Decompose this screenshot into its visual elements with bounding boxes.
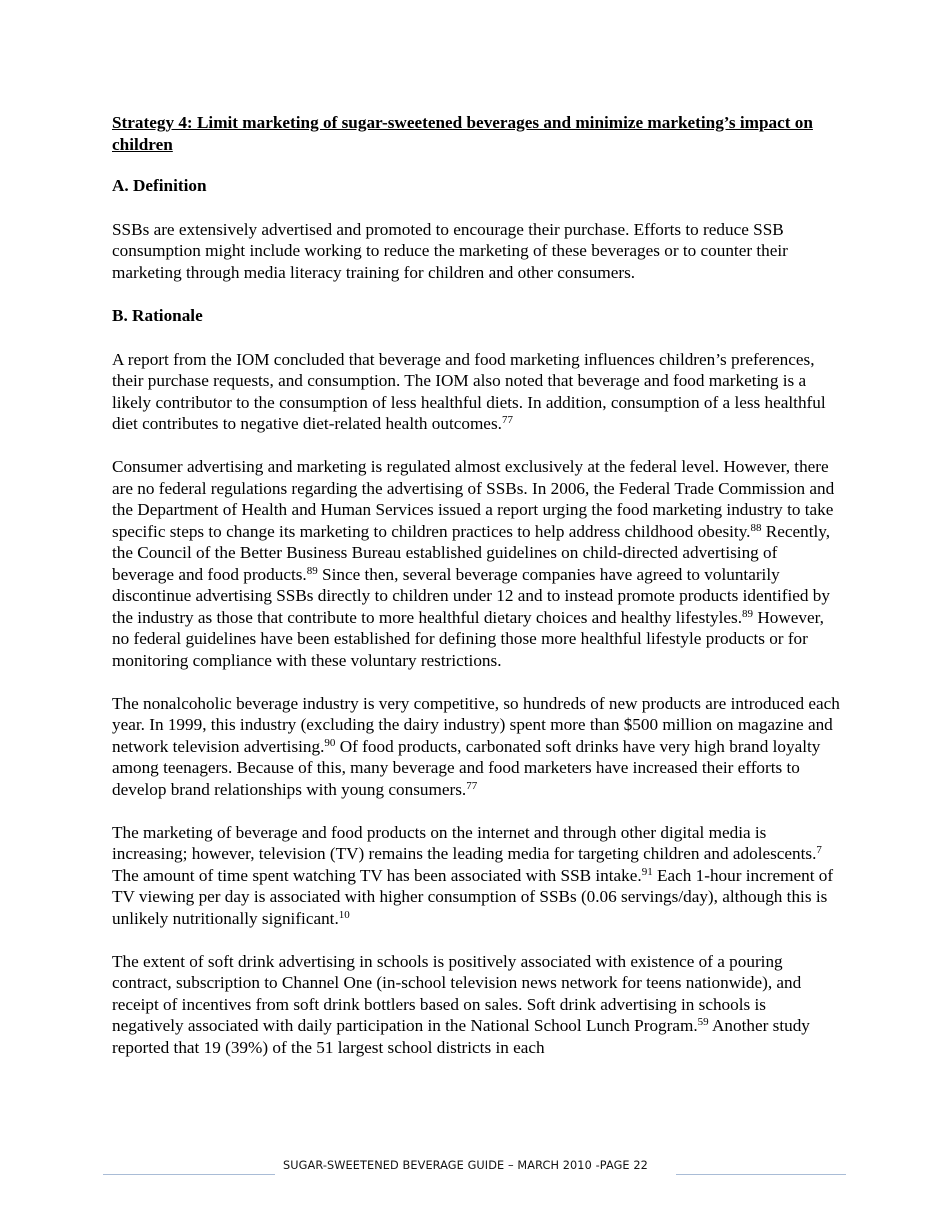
paragraph-text: However, no federal guidelines have been established for defining those more healthful lifestyle products or for monitoring compliance with these voluntary restrictions. — [112, 607, 824, 670]
paragraph-text: The nonalcoholic beverage industry is very competitive, so hundreds of new products are introduced each year. In 1999, this industry (excluding the dairy industry) spent more than $500 million on magazine and network television advertising. — [112, 693, 840, 756]
footnote-ref: 88 — [750, 521, 762, 534]
paragraph-text: Another study reported that 19 (39%) of the 51 largest school districts in each — [112, 1016, 810, 1057]
paragraph-text: The marketing of beverage and food products on the internet and through other digital media is increasing; however, television (TV) remains the leading media for targeting children and adolescents. — [112, 822, 817, 863]
rationale-paragraph-3 — [112, 693, 840, 801]
strategy-title: Strategy 4: Limit marketing of sugar-sweetened beverages and minimize marketing’s impact on children — [112, 113, 813, 154]
footnote-ref: 91 — [641, 865, 653, 878]
page-footer — [0, 1158, 950, 1198]
footnote-ref: 89 — [306, 564, 318, 577]
footnote-ref: 10 — [338, 908, 350, 921]
rationale-paragraph-5 — [112, 951, 840, 1059]
paragraph-text: The amount of time spent watching TV has been associated with SSB intake. — [112, 865, 642, 885]
footnote-ref: 90 — [324, 736, 336, 749]
paragraph-text: Recently, the Council of the Better Business Bureau established guidelines on child-directed advertising of beverage and food products. — [112, 521, 831, 584]
rationale-paragraph-4 — [112, 822, 840, 930]
footer-rule-left — [103, 1174, 275, 1175]
paragraph-text: Of food products, carbonated soft drinks have very high brand loyalty among teenagers. Because of this, many beverage and food marketers have increased their efforts to develop brand relationships with young consumers. — [112, 736, 821, 799]
section-b-heading: B. Rationale — [112, 306, 203, 325]
footnote-ref: 77 — [501, 414, 513, 426]
footnote-ref: 89 — [742, 607, 754, 620]
rationale-paragraph-2 — [112, 456, 840, 671]
definition-paragraph: SSBs are extensively advertised and promoted to encourage their purchase. Efforts to reduce SSB consumption might include working to reduce the marketing of these beverages or to counter their marketing through media literacy training for children and other consumers. — [112, 219, 788, 282]
footnote-ref: 59 — [697, 1016, 709, 1028]
paragraph-text: The extent of soft drink advertising in schools is positively associated with existence of a pouring contract, subscription to Channel One (in-school television news network for teens nationwide), and receipt of incentives from soft drink bottlers based on sales. Soft drink advertising in schools is negatively associated with daily participation in the National School Lunch Program. — [112, 951, 802, 1035]
paragraph-text: A report from the IOM concluded that beverage and food marketing influences children’s preferences, their purchase requests, and consumption. The IOM also noted that beverage and food marketing is a likely contributor to the consumption of less healthful diets. In addition, consumption of a less healthful diet contributes to negative diet-related health outcomes. — [112, 349, 826, 433]
footer-rule-right — [676, 1174, 846, 1175]
rationale-paragraph-1 — [112, 349, 840, 435]
paragraph-text: Each 1-hour increment of TV viewing per day is associated with higher consumption of SSBs (0.06 servings/day), although this is unlikely nutritionally significant. — [112, 865, 834, 928]
footnote-ref: 77 — [466, 779, 478, 792]
footnote-ref: 7 — [816, 844, 822, 856]
footer-text: SUGAR-SWEETENED BEVERAGE GUIDE – MARCH 2010 -PAGE 22 — [283, 1159, 648, 1172]
paragraph-text: Since then, several beverage companies have agreed to voluntarily discontinue advertising SSBs directly to children under 12 and to instead promote products identified by the industry as those that contribute to more healthful dietary choices and healthy lifestyles. — [112, 564, 830, 627]
document-page — [112, 112, 840, 1080]
section-a-heading: A. Definition — [112, 176, 207, 195]
paragraph-text: Consumer advertising and marketing is regulated almost exclusively at the federal level. However, there are no federal regulations regarding the advertising of SSBs. In 2006, the Federal Trade Commission and the Department of Health and Human Services issued a report urging the food marketing industry to take specific steps to change its marketing to children practices to help address childhood obesity. — [112, 457, 835, 541]
